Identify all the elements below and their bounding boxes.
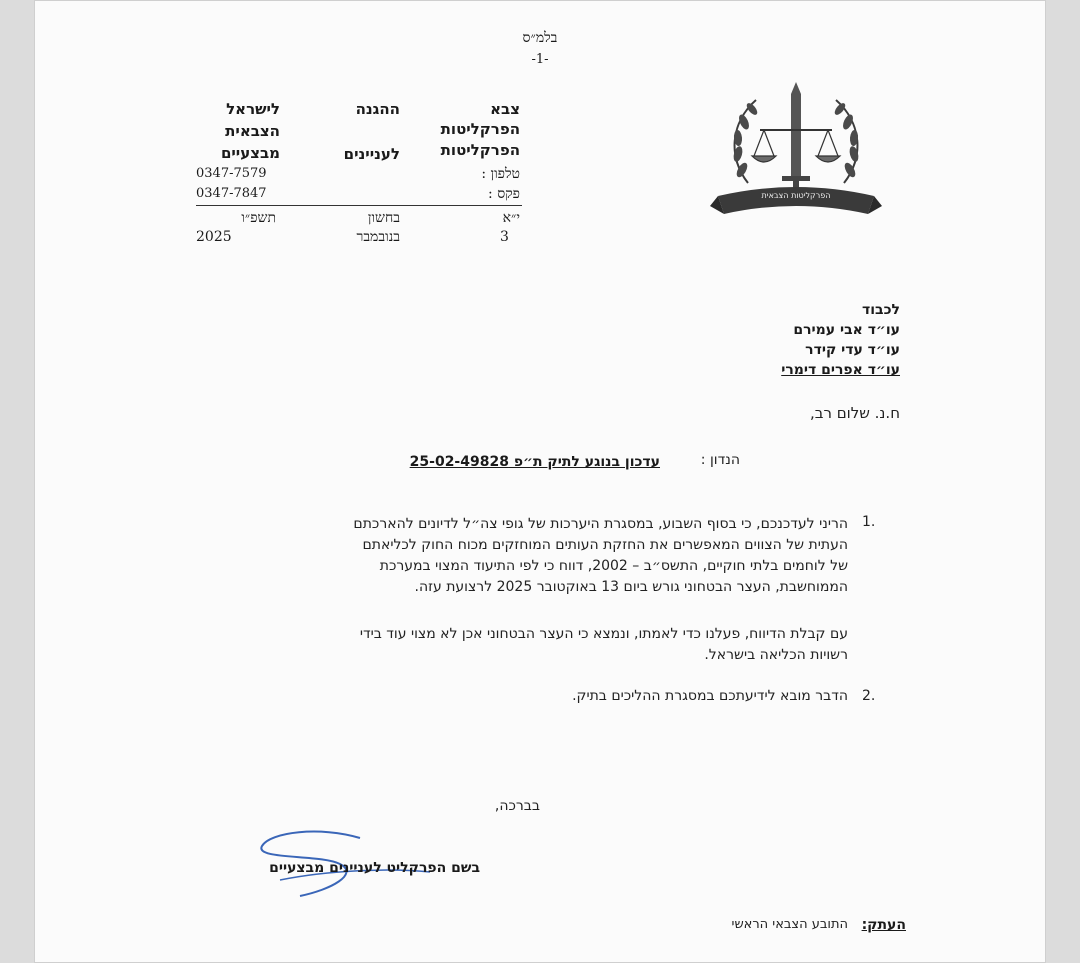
phone-value: 0347-7579 [196,166,267,181]
page-number: -1- [531,52,549,67]
paragraph-line: עם קבלת הדיווח, פעלנו כדי לאמתו, ונמצא כי העצר הבטחוני אכן לא מצוי עוד בידי [359,626,848,642]
recipient-name: עו״ד אפרים דימרי [781,362,900,378]
closing: בברכה, [494,798,540,814]
item-paragraph: הדבר מובא לידיעתכם במסגרת ההליכים בתיק. [572,688,848,704]
recipient-name: עו״ד אבי עמירם [793,322,900,338]
hebrew-year: תשפ״ו [241,210,276,226]
org-line: הפרקליטות [440,120,520,138]
org-line: לעניינים [343,145,400,163]
paragraph-line: העתית של הצווים המאפשרים את החזקת העותים המוחזקים מכוח החוק לכליאתם [362,537,848,553]
cc-label: העתק: [861,917,906,933]
paragraph-line: של לוחמים בלתי חוקיים, התשס״ב – 2002, דווח כי לפי התיעוד המצוי במערכת [379,558,848,574]
fax-label: פקס : [488,186,520,202]
subject-label: הנדון : [700,452,740,468]
signature-line: בשם הפרקליט לעניינים מבצעיים [269,860,480,876]
recipient-name: עו״ד עדי קידר [805,342,900,358]
military-advocate-emblem [708,78,884,224]
paragraph-line: הממוחשבת, העצר הבטחוני גורש ביום 13 באוקטובר 2025 לרצועת עזה. [414,579,848,595]
emblem-text: הפרקליטות הצבאית [761,191,831,200]
paragraph-line: רשויות הכליאה בישראל. [704,647,848,663]
item-number: 1. [862,514,876,530]
hebrew-day: י״א [502,210,520,226]
org-line: הצבאית [225,122,280,140]
phone-label: טלפון : [481,166,520,182]
cc-text: התובע הצבאי הראשי [731,917,848,932]
fax-value: 0347-7847 [196,186,267,201]
to-label: לכבוד [862,302,900,318]
org-line: ההגנה [355,100,400,118]
org-line: צבא [490,100,520,118]
document-page [34,0,1046,963]
subject-text: עדכון בנוגע לתיק ת״פ 25-02-49828 [409,454,660,470]
classification: בלמ״ס [522,30,558,46]
item-followup [198,624,848,666]
emblem-icon [708,78,884,224]
gregorian-month: בנובמבר [356,229,400,245]
greeting: ח.נ. שלום רב, [810,404,900,422]
gregorian-day: 3 [500,229,509,245]
org-line: מבצעיים [220,144,280,162]
item-paragraph [198,514,848,598]
item-number: 2. [862,688,876,704]
org-line: הפרקליטות [440,141,520,159]
hebrew-month: בחשון [367,210,400,226]
gregorian-year: 2025 [196,229,232,245]
header-rule [196,205,522,206]
paragraph-line: הריני לעדכנכם, כי בסוף השבוע, במסגרת היערכות של גופי צה״ל לדיונים להארכתם [353,516,848,532]
org-line: לישראל [226,100,280,118]
